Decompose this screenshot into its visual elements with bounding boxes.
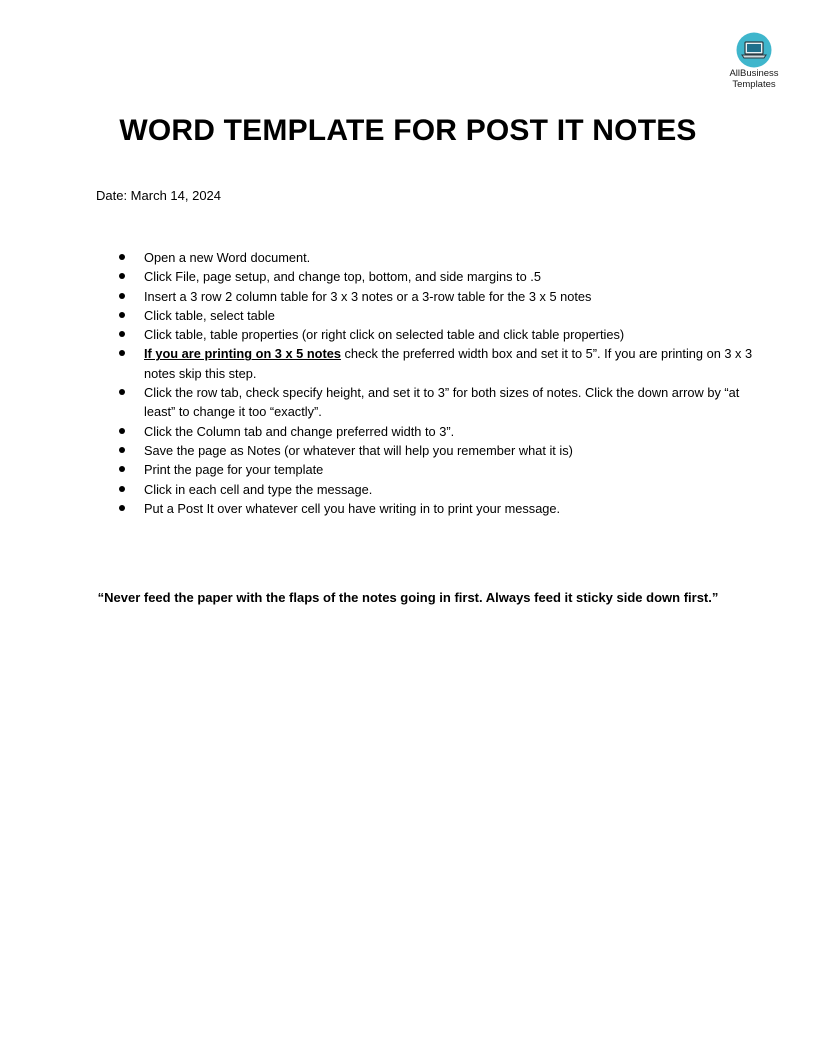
- list-item: [144, 499, 754, 518]
- list-item: [144, 460, 754, 479]
- list-item-text: Click the Column tab and change preferred width to 3”.: [144, 423, 455, 439]
- bullet-icon: [119, 331, 125, 337]
- list-item-text: Put a Post It over whatever cell you have writing in to print your message.: [144, 500, 561, 516]
- laptop-icon: [736, 32, 772, 68]
- list-item-text: Open a new Word document.: [144, 250, 311, 265]
- document-date: Date: March 14, 2024: [96, 188, 222, 203]
- list-item: [144, 383, 754, 422]
- bullet-icon: [119, 293, 125, 299]
- bullet-icon: [119, 350, 125, 356]
- bullet-icon: [119, 254, 125, 260]
- bullet-icon: [119, 466, 125, 472]
- instructions-list: [96, 248, 754, 518]
- brand-name-line1: AllBusiness: [729, 68, 779, 79]
- list-item: [144, 287, 754, 306]
- bullet-icon: [119, 428, 125, 434]
- list-item-text: check the preferred width box and set it to 5”. If you are printing on 3 x 3 notes skip this step.: [144, 346, 753, 381]
- list-item-text: Click table, select table: [144, 307, 275, 323]
- list-item: [144, 422, 754, 441]
- list-item-text: Click table, table properties (or right click on selected table and click table properties): [144, 327, 625, 343]
- bullet-icon: [119, 505, 125, 511]
- list-item: [144, 325, 754, 344]
- tip-quote: “Never feed the paper with the flaps of the notes going in first. Always feed it sticky side down first.”: [97, 590, 719, 605]
- list-item-text: Click the row tab, check specify height, and set it to 3” for both sizes of notes. Click the down arrow by “at least” to change it too “exactly”.: [144, 385, 740, 420]
- list-item: [144, 441, 754, 460]
- bullet-icon: [119, 389, 125, 395]
- bullet-icon: [119, 486, 125, 492]
- list-item-text: Print the page for your template: [144, 462, 324, 478]
- document-title: WORD TEMPLATE FOR POST IT NOTES: [119, 114, 697, 147]
- list-item-text: Click File, page setup, and change top, bottom, and side margins to .5: [144, 269, 541, 285]
- bullet-icon: [119, 312, 125, 318]
- brand-name-line2: Templates: [732, 79, 776, 90]
- list-item: [144, 306, 754, 325]
- bullet-icon: [119, 273, 125, 279]
- list-item: [144, 248, 754, 267]
- list-item-text: Click in each cell and type the message.: [144, 481, 373, 497]
- list-item: [144, 344, 754, 383]
- brand-logo: [724, 32, 784, 90]
- list-item-text: Save the page as Notes (or whatever that will help you remember what it is): [144, 442, 573, 458]
- list-item: [144, 267, 754, 286]
- list-item-text: Insert a 3 row 2 column table for 3 x 3 notes or a 3-row table for the 3 x 5 notes: [144, 288, 592, 304]
- list-item-emphasis: If you are printing on 3 x 5 notes: [144, 346, 341, 362]
- list-item: [144, 480, 754, 499]
- bullet-icon: [119, 447, 125, 453]
